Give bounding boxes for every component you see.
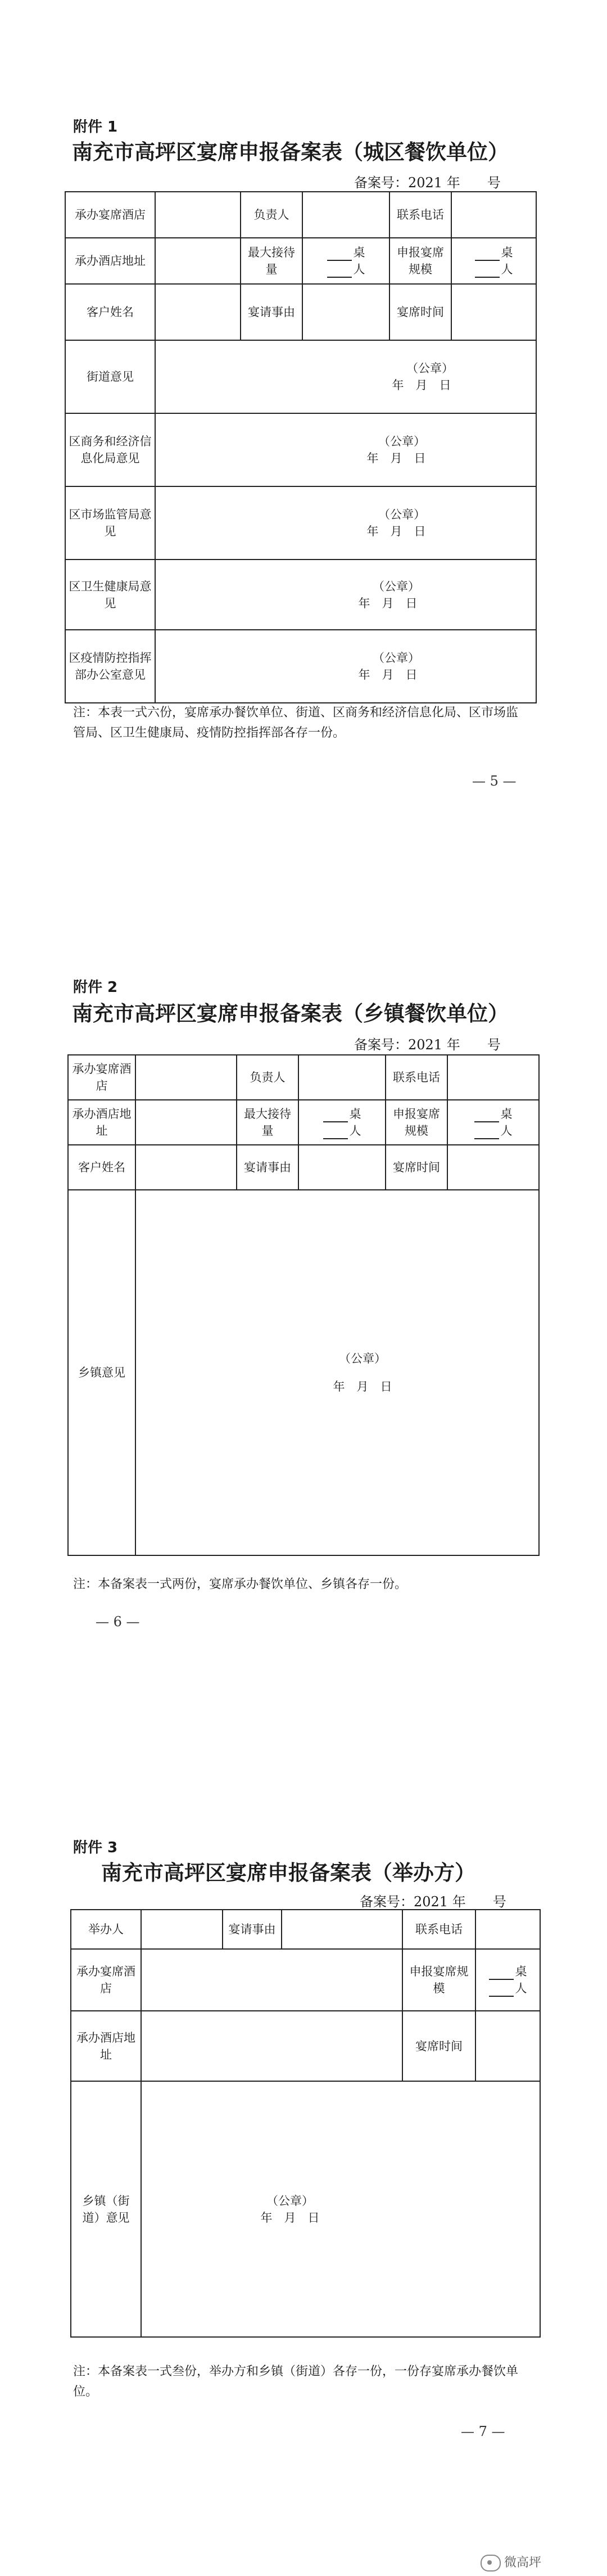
annex-label: 附件 3 <box>73 1839 118 1856</box>
table-cell-label: 区卫生健康局意见 <box>65 560 155 630</box>
table-cell-input[interactable] <box>447 1145 539 1190</box>
chat-icon <box>481 2555 501 2572</box>
table-cell-label: 承办酒店地址 <box>71 2011 141 2081</box>
date-text: 年 月 日 <box>358 596 418 610</box>
table-cell-label: 承办宴席酒店 <box>68 1055 135 1100</box>
table-cell-input[interactable] <box>298 1145 386 1190</box>
table-cell-label: 客户姓名 <box>65 284 155 340</box>
opinion-cell[interactable] <box>141 2081 540 2337</box>
page-number: — 7 — <box>461 2424 505 2439</box>
unit-label: 桌 <box>515 1965 527 1978</box>
table-cell-label: 负责人 <box>237 1055 298 1100</box>
annex-label: 附件 1 <box>73 119 118 136</box>
table-cell-input[interactable] <box>141 2011 402 2081</box>
unit-label: 人 <box>501 263 513 276</box>
opinion-cell[interactable] <box>155 560 536 630</box>
table-cell-input[interactable] <box>447 1100 539 1145</box>
table-cell-label: 乡镇意见 <box>68 1190 135 1555</box>
form-title: 南充市高坪区宴席申报备案表（举办方） <box>101 1861 475 1885</box>
table-cell-label: 举办人 <box>71 1910 141 1949</box>
unit-label: 人 <box>515 1982 527 1995</box>
table-cell-input[interactable] <box>302 284 389 340</box>
table-cell-input[interactable] <box>135 1100 237 1145</box>
filing-table <box>65 191 537 703</box>
stamp-text: （公章） <box>373 651 420 665</box>
stamp-text: （公章） <box>378 508 425 521</box>
table-cell-label: 申报宴席规模 <box>389 238 451 284</box>
table-cell-label: 街道意见 <box>65 340 155 413</box>
date-text: 年 月 日 <box>358 668 418 682</box>
table-cell-input[interactable] <box>155 238 241 284</box>
filing-table <box>70 1909 541 2338</box>
table-cell-input[interactable] <box>475 1910 540 1949</box>
filing-table <box>67 1054 540 1556</box>
watermark <box>481 2553 541 2572</box>
opinion-cell[interactable] <box>155 413 536 486</box>
filing-number: 备案号：2021 年 号 <box>354 175 501 191</box>
table-cell-input[interactable] <box>475 2011 540 2081</box>
stamp-text: （公章） <box>339 1352 386 1365</box>
annex-label: 附件 2 <box>73 979 118 996</box>
page-number: — 6 — <box>96 1614 140 1630</box>
table-cell-label: 区市场监管局意见 <box>65 486 155 560</box>
table-cell-input[interactable] <box>451 238 536 284</box>
table-cell-input[interactable] <box>447 1055 539 1100</box>
table-cell-input[interactable] <box>475 1949 540 2011</box>
stamp-text: （公章） <box>266 2194 314 2208</box>
unit-label: 桌 <box>500 1107 513 1121</box>
table-cell-label: 联系电话 <box>389 192 451 238</box>
date-text: 年 月 日 <box>392 378 451 392</box>
page-number: — 5 — <box>472 773 517 789</box>
table-cell-label: 承办宴席酒店 <box>71 1949 141 2011</box>
table-cell-label: 客户姓名 <box>68 1145 135 1190</box>
table-cell-label: 区商务和经济信息化局意见 <box>65 413 155 486</box>
stamp-text: （公章） <box>373 579 420 593</box>
table-cell-input[interactable] <box>302 192 389 238</box>
table-cell-input[interactable] <box>155 192 241 238</box>
unit-label: 人 <box>349 1124 361 1138</box>
stamp-text: （公章） <box>378 435 425 448</box>
date-text: 年 月 日 <box>333 1380 392 1393</box>
opinion-cell[interactable] <box>155 630 536 703</box>
table-cell-input[interactable] <box>141 1910 223 1949</box>
table-cell-input[interactable] <box>141 1949 402 2011</box>
table-cell-label: 承办酒店地址 <box>68 1100 135 1145</box>
form-title: 南充市高坪区宴席申报备案表（乡镇餐饮单位） <box>72 1001 509 1026</box>
filing-number: 备案号：2021 年 号 <box>354 1037 501 1053</box>
table-cell-input[interactable] <box>451 192 536 238</box>
opinion-cell[interactable] <box>155 340 536 413</box>
filing-number: 备案号：2021 年 号 <box>360 1894 506 1910</box>
table-note: 注：本表一式六份，宴席承办餐饮单位、街道、区商务和经济信息化局、区市场监管局、区卫生健康局、疫情防控指挥部各存一份。 <box>73 706 519 740</box>
table-cell-label: 区疫情防控指挥部办公室意见 <box>65 630 155 703</box>
table-cell-label: 申报宴席规模 <box>386 1100 447 1145</box>
table-cell-label: 乡镇（街道）意见 <box>71 2081 141 2337</box>
table-cell-label: 联系电话 <box>402 1910 475 1949</box>
table-cell-label: 宴席时间 <box>402 2011 475 2081</box>
unit-label: 桌 <box>353 246 365 259</box>
date-text: 年 月 日 <box>366 525 426 538</box>
stamp-text: （公章） <box>406 362 454 375</box>
opinion-cell[interactable] <box>155 486 536 560</box>
table-cell-input[interactable] <box>298 1100 386 1145</box>
table-note: 注：本备案表一式两份，宴席承办餐饮单位、乡镇各存一份。 <box>73 1577 407 1591</box>
table-cell-label: 联系电话 <box>386 1055 447 1100</box>
table-cell-label: 最大接待量 <box>237 1100 298 1145</box>
table-cell-label: 负责人 <box>241 192 302 238</box>
table-note: 注：本备案表一式叁份，举办方和乡镇（街道）各存一份，一份存宴席承办餐饮单位。 <box>73 2365 519 2399</box>
table-cell-label: 宴请事由 <box>237 1145 298 1190</box>
unit-label: 人 <box>353 263 365 276</box>
date-text: 年 月 日 <box>260 2210 320 2225</box>
table-cell-label: 宴请事由 <box>223 1910 282 1949</box>
unit-label: 桌 <box>349 1107 361 1121</box>
date-text: 年 月 日 <box>366 452 426 465</box>
table-cell-input[interactable] <box>302 238 389 284</box>
table-cell-input[interactable] <box>282 1910 402 1949</box>
table-cell-label: 宴请事由 <box>241 284 302 340</box>
unit-label: 桌 <box>501 246 513 259</box>
form-title: 南充市高坪区宴席申报备案表（城区餐饮单位） <box>72 140 509 164</box>
unit-label: 人 <box>500 1124 513 1138</box>
table-cell-input[interactable] <box>298 1055 386 1100</box>
table-cell-label: 宴席时间 <box>389 284 451 340</box>
table-cell-input[interactable] <box>155 284 241 340</box>
table-cell-label: 最大接待量 <box>241 238 302 284</box>
table-cell-label: 申报宴席规模 <box>402 1949 475 2011</box>
table-cell-label: 承办酒店地址 <box>65 238 155 284</box>
table-cell-label: 承办宴席酒店 <box>65 192 155 238</box>
table-cell-label: 宴席时间 <box>386 1145 447 1190</box>
watermark-text: 微高坪 <box>504 2556 542 2570</box>
table-cell-input[interactable] <box>135 1055 237 1100</box>
opinion-cell[interactable] <box>135 1190 539 1555</box>
table-cell-input[interactable] <box>135 1145 237 1190</box>
table-cell-input[interactable] <box>451 284 536 340</box>
